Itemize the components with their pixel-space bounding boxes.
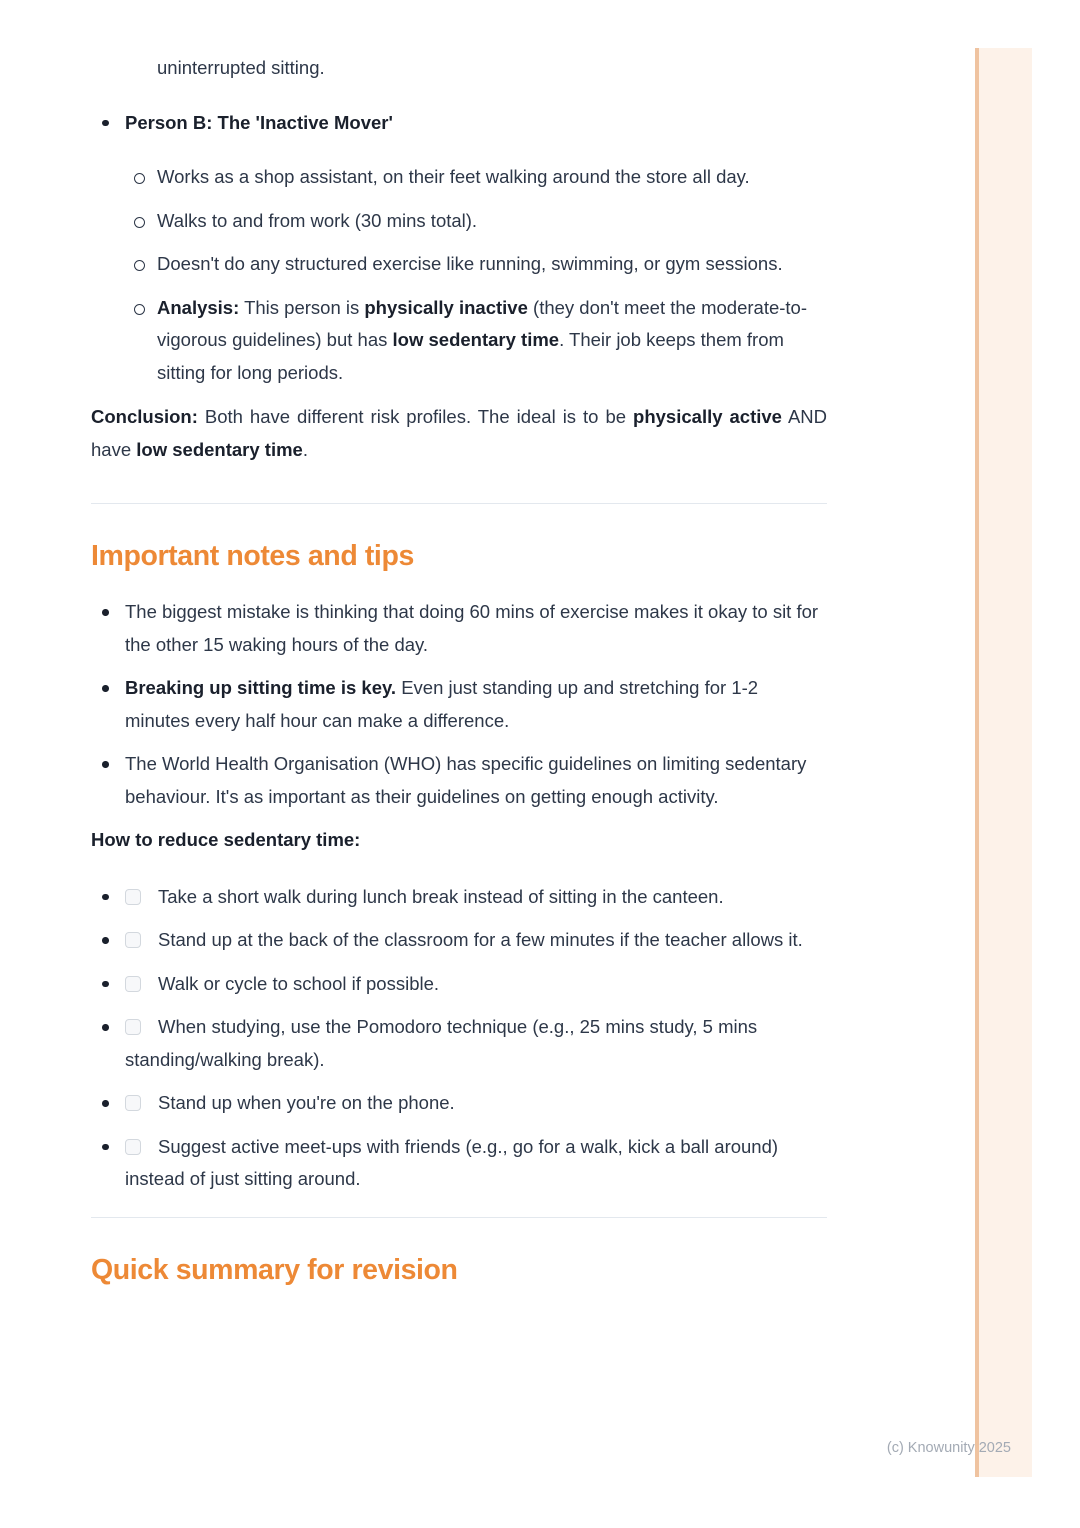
checklist-item [91,1087,827,1120]
analysis-text: . Their job keeps them from sitting for long periods. [157,329,784,383]
list-item-text: The World Health Organisation (WHO) has specific guidelines on limiting sedentary behaviour. It's as important as their guidelines on getting enough activity. [125,753,807,807]
person-b-title: Person B: The 'Inactive Mover' [125,111,393,133]
checklist-item [91,1011,827,1076]
continued-paragraph: uninterrupted sitting. [157,57,325,78]
checkbox-icon[interactable] [125,1139,141,1155]
list-item-text: The biggest mistake is thinking that doing 60 mins of exercise makes it okay to sit for the other 15 waking hours of the day. [125,601,819,655]
checklist [91,881,827,1196]
analysis-bold: physically inactive [364,296,528,318]
checklist-item-text: Suggest active meet-ups with friends (e.g., go for a walk, kick a ball around) instead of just sitting around. [125,1135,779,1189]
notes-list [91,596,827,813]
list-item-text: Walks to and from work (30 mins total). [157,209,478,231]
how-to-subheading: How to reduce sedentary time: [91,829,361,850]
list-item [91,596,827,661]
person-list [91,107,827,390]
checkbox-icon[interactable] [125,889,141,905]
list-item-text: Even just standing up and stretching for 1-2 minutes every half hour can make a difference. [125,677,759,731]
list-item-analysis [125,292,827,390]
copyright-footer: (c) Knowunity 2025 [886,1440,1011,1456]
checklist-item-text: Stand up when you're on the phone. [158,1092,455,1113]
analysis-text: (they don't meet the moderate-to-vigorous guidelines) but has [157,296,808,350]
list-item-text: Works as a shop assistant, on their feet walking around the store all day. [157,166,750,187]
conclusion-paragraph [91,401,827,466]
analysis-text: This person is [239,296,365,318]
person-b-sublist [125,161,827,389]
checklist-item [91,881,827,914]
section-divider [91,1217,827,1218]
conclusion-text: AND have [91,406,827,460]
section-divider [91,503,827,504]
list-item [125,161,827,194]
conclusion-text: Both have different risk profiles. The ideal is to be [197,406,634,427]
checklist-item-text: When studying, use the Pomodoro technique (e.g., 25 mins study, 5 mins standing/walking break). [125,1016,758,1070]
checklist-item-text: Stand up at the back of the classroom for a few minutes if the teacher allows it. [158,929,803,950]
checklist-item-text: Take a short walk during lunch break instead of sitting in the canteen. [158,885,724,907]
conclusion-label: Conclusion: [91,406,198,427]
list-item-text: Doesn't do any structured exercise like running, swimming, or gym sessions. [157,253,783,274]
analysis-bold: low sedentary time [392,329,560,350]
list-item [125,248,827,281]
list-item [91,672,827,737]
conclusion-text: . [302,438,308,460]
notes-section-heading: Important notes and tips [91,540,414,572]
checklist-item [91,1131,827,1196]
checkbox-icon[interactable] [125,1019,141,1035]
list-item-person-b [91,107,827,390]
document-content [91,0,827,1288]
list-item-bold: Breaking up sitting time is key. [125,677,397,698]
checklist-item [91,968,827,1001]
checkbox-icon[interactable] [125,976,141,992]
list-item [125,205,827,238]
summary-section-heading: Quick summary for revision [91,1253,458,1286]
checklist-item [91,924,827,957]
conclusion-bold: physically active [633,406,782,427]
checklist-item-text: Walk or cycle to school if possible. [158,972,440,994]
page-edge-stripe [975,48,1032,1477]
checkbox-icon[interactable] [125,1095,141,1111]
list-item [91,748,827,813]
conclusion-bold: low sedentary time [136,438,303,460]
checkbox-icon[interactable] [125,932,141,948]
analysis-label: Analysis: [157,296,240,318]
